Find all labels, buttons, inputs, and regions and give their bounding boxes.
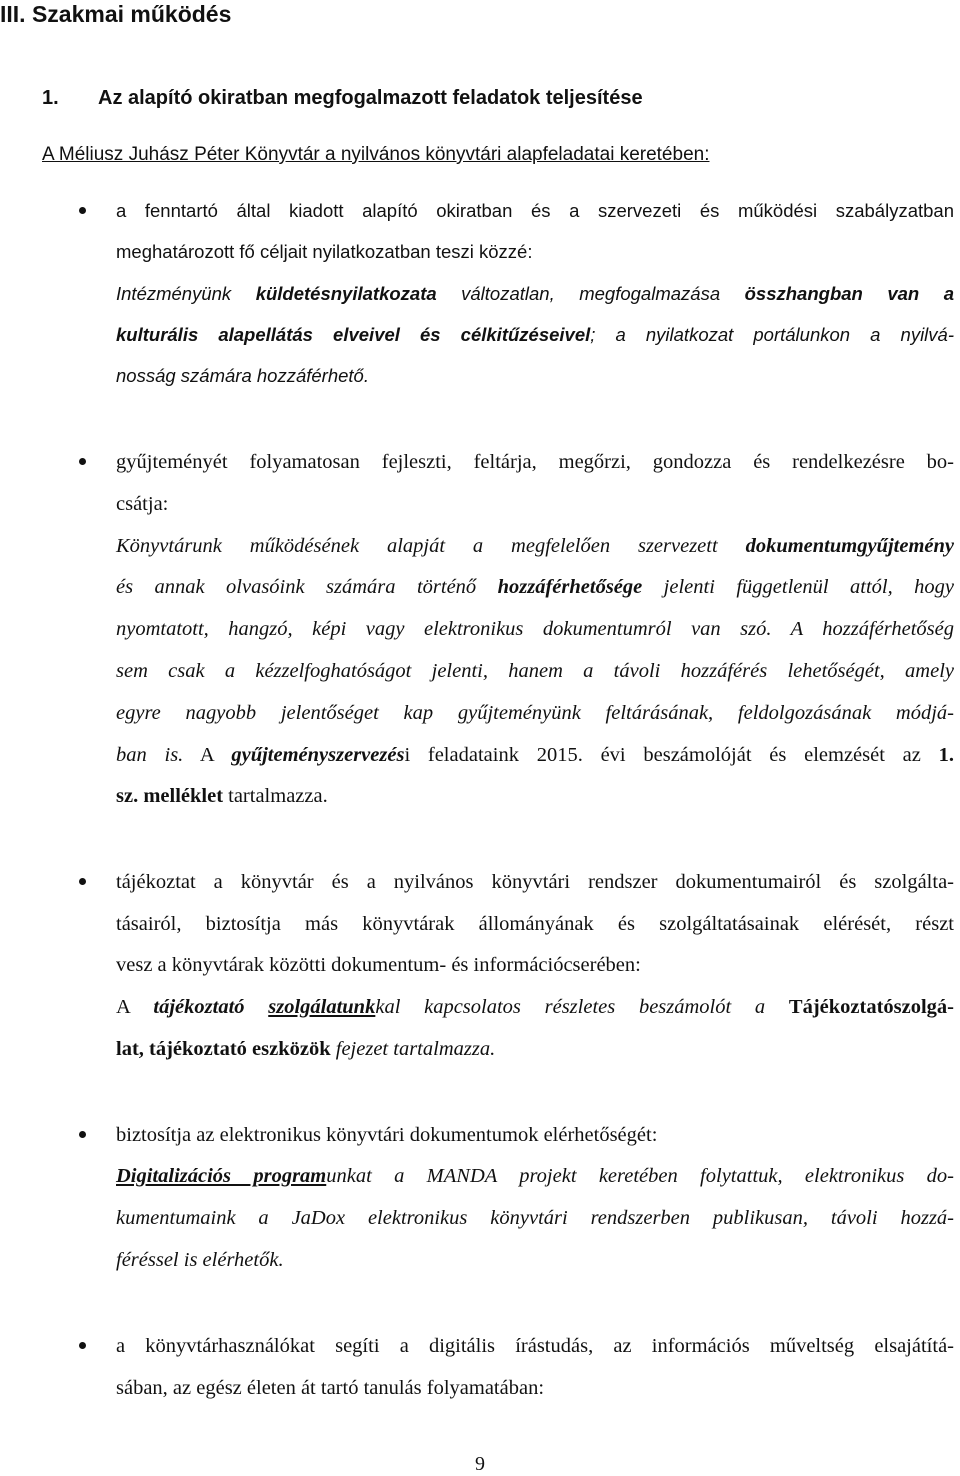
- item-4-para-line-3: féréssel is elérhetők.: [116, 1249, 284, 1271]
- item-3-line-1: tájékoztat a könyvtár és a nyilvános könyvtári rendszer dokumentumairól és szolgálta-: [116, 871, 954, 893]
- item-1-para-line-2: kulturális alapellátás elveivel és célkitűzéseivel; a nyilatkozat portálunkon a nyilvá-: [116, 324, 954, 345]
- item-2-para-line-1: Könyvtárunk működésének alapját a megfelelően szervezett dokumentumgyűjtemény: [116, 535, 954, 557]
- item-2-para-line-5: egyre nagyobb jelentőséget kap gyűjteményünk feltárásának, feldolgozásának módjá-: [116, 702, 954, 724]
- item-2-para-line-6: ban is. A gyűjteményszervezési feladataink 2015. évi beszámolóját és elemzését az 1.: [116, 744, 954, 766]
- item-3-line-3: vesz a könyvtárak közötti dokumentum- és információcserében:: [116, 954, 641, 976]
- item-2-para-line-3: nyomtatott, hangzó, képi vagy elektronikus dokumentumról van szó. A hozzáférhetőség: [116, 618, 954, 640]
- item-2-para-line-2: és annak olvasóink számára történő hozzáférhetősége jelenti függetlenül attól, hogy: [116, 576, 954, 598]
- item-3-para-line-1: A tájékoztató szolgálatunkkal kapcsolatos részletes beszámolót a Tájékoztatószolgá-: [116, 996, 954, 1018]
- item-1-para-line-1: Intézményünk küldetésnyilatkozata változatlan, megfogalmazása összhangban van a: [116, 283, 955, 304]
- bullet-3: [79, 878, 86, 885]
- bullet-5: [79, 1342, 86, 1349]
- item-2-line-1: gyűjteményét folyamatosan fejleszti, feltárja, megőrzi, gondozza és rendelkezésre bo-: [116, 451, 954, 473]
- item-2-para-line-7: sz. melléklet tartalmazza.: [116, 785, 328, 807]
- subsection-heading: [42, 86, 643, 110]
- section-heading: III. Szakmai működés: [0, 1, 232, 27]
- intro-line: A Méliusz Juhász Péter Könyvtár a nyilvános könyvtári alapfeladatai keretében:: [42, 144, 710, 165]
- item-3-line-2: tásairól, biztosítja más könyvtárak állományának és szolgáltatásainak elérését, részt: [116, 913, 954, 935]
- item-1-para-line-3: nosság számára hozzáférhető.: [116, 365, 369, 386]
- item-5-line-1: a könyvtárhasználókat segíti a digitális írástudás, az információs műveltség elsajátítá-: [116, 1335, 954, 1357]
- item-3-para-line-2: lat, tájékoztató eszközök fejezet tartalmazza.: [116, 1038, 496, 1060]
- bullet-4: [79, 1131, 86, 1138]
- bullet-1: [79, 207, 86, 214]
- item-4-para-line-1: Digitalizációs programunkat a MANDA projekt keretében folytattuk, elektronikus do-: [116, 1165, 954, 1187]
- page-number: 9: [475, 1453, 485, 1475]
- item-2-para-line-4: sem csak a kézzelfoghatóságot jelenti, hanem a távoli hozzáférés lehetőségét, amely: [116, 660, 954, 682]
- subsection-number: 1.: [42, 87, 59, 109]
- item-5-line-2: sában, az egész életen át tartó tanulás folyamatában:: [116, 1377, 545, 1399]
- item-4-para-line-2: kumentumaink a JaDox elektronikus könyvtári rendszerben publikusan, távoli hozzá-: [116, 1207, 954, 1229]
- item-4-line-1: biztosítja az elektronikus könyvtári dokumentumok elérhetőségét:: [116, 1124, 658, 1146]
- subsection-title: Az alapító okiratban megfogalmazott feladatok teljesítése: [98, 87, 643, 109]
- item-2-line-2: csátja:: [116, 493, 169, 515]
- item-1-line-1: a fenntartó által kiadott alapító okiratban és a szervezeti és működési szabályzatban: [116, 200, 954, 221]
- item-1-line-2: meghatározott fő céljait nyilatkozatban teszi közzé:: [116, 241, 533, 262]
- bullet-2: [79, 458, 86, 465]
